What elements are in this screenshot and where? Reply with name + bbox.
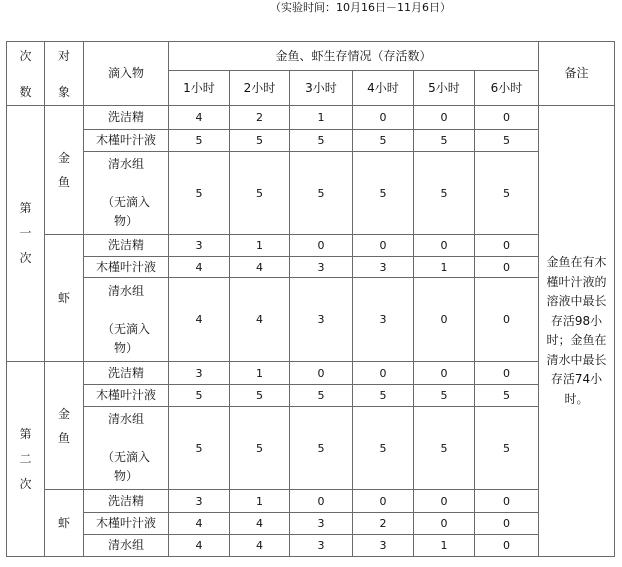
cell: 0	[414, 278, 475, 362]
cell: 5	[414, 385, 475, 407]
cell: 5	[414, 130, 475, 152]
cell: 0	[353, 235, 414, 257]
cell: 5	[169, 407, 230, 490]
substance-detergent: 洗洁精	[84, 235, 169, 257]
cell: 5	[290, 385, 353, 407]
header-survival-group: 金鱼、虾生存情况（存活数）	[169, 42, 539, 71]
header-order: 次 数	[7, 42, 45, 106]
cell: 5	[169, 152, 230, 235]
cell: 0	[414, 106, 475, 130]
cell: 0	[414, 513, 475, 535]
round-2-label: 第 二 次	[7, 362, 45, 557]
cell: 1	[290, 106, 353, 130]
substance-water-short: 清水组	[84, 535, 169, 557]
header-hour-3: 3小时	[290, 71, 353, 106]
substance-hibiscus: 木槿叶汁液	[84, 130, 169, 152]
cell: 0	[414, 235, 475, 257]
cell: 0	[475, 257, 539, 278]
cell: 0	[290, 235, 353, 257]
round-1-label: 第 一 次	[7, 106, 45, 362]
cell: 0	[475, 513, 539, 535]
cell: 5	[475, 407, 539, 490]
cell: 3	[290, 513, 353, 535]
cell: 1	[230, 490, 290, 513]
subject-goldfish-r1: 金 鱼	[45, 106, 84, 235]
cell: 0	[414, 362, 475, 385]
substance-water: 清水组 （无滴入 物）	[84, 407, 169, 490]
cell: 4	[169, 106, 230, 130]
cell: 5	[414, 407, 475, 490]
cell: 5	[353, 152, 414, 235]
cell: 5	[353, 385, 414, 407]
cell: 2	[353, 513, 414, 535]
cell: 3	[290, 257, 353, 278]
cell: 0	[475, 235, 539, 257]
header-remark: 备注	[539, 42, 615, 106]
substance-hibiscus: 木槿叶汁液	[84, 385, 169, 407]
cell: 3	[290, 278, 353, 362]
header-hour-6: 6小时	[475, 71, 539, 106]
cell: 5	[414, 152, 475, 235]
cell: 1	[414, 257, 475, 278]
cell: 0	[475, 278, 539, 362]
subject-shrimp-r1: 虾	[45, 235, 84, 362]
substance-hibiscus: 木槿叶汁液	[84, 513, 169, 535]
cell: 0	[414, 490, 475, 513]
cell: 3	[169, 490, 230, 513]
cell: 5	[230, 385, 290, 407]
subject-goldfish-r2: 金 鱼	[45, 362, 84, 490]
cell: 3	[290, 535, 353, 557]
substance-water: 清水组 （无滴入 物）	[84, 152, 169, 235]
cell: 4	[169, 278, 230, 362]
header-hour-1: 1小时	[169, 71, 230, 106]
substance-detergent: 洗洁精	[84, 490, 169, 513]
cell: 3	[353, 535, 414, 557]
substance-water: 清水组 （无滴入 物）	[84, 278, 169, 362]
cell: 0	[353, 362, 414, 385]
cell: 3	[353, 278, 414, 362]
cell: 4	[230, 257, 290, 278]
header-substance: 滴入物	[84, 42, 169, 106]
substance-hibiscus: 木槿叶汁液	[84, 257, 169, 278]
cell: 4	[230, 278, 290, 362]
cell: 4	[230, 513, 290, 535]
header-hour-5: 5小时	[414, 71, 475, 106]
cell: 4	[169, 535, 230, 557]
remark-note: 金鱼在有木 槿叶汁液的 溶液中最长 存活98小 时；金鱼在 清水中最长 存活74小 时。	[539, 106, 615, 557]
cell: 0	[353, 106, 414, 130]
cell: 3	[169, 235, 230, 257]
cell: 5	[169, 385, 230, 407]
cell: 0	[475, 106, 539, 130]
cell: 5	[230, 152, 290, 235]
cell: 5	[353, 407, 414, 490]
cell: 5	[475, 130, 539, 152]
cell: 5	[290, 152, 353, 235]
cell: 4	[169, 257, 230, 278]
cell: 3	[353, 257, 414, 278]
cell: 0	[353, 490, 414, 513]
cell: 1	[230, 362, 290, 385]
substance-detergent: 洗洁精	[84, 362, 169, 385]
subject-shrimp-r2: 虾	[45, 490, 84, 557]
header-hour-4: 4小时	[353, 71, 414, 106]
cell: 0	[290, 490, 353, 513]
experiment-time-caption: （实验时间：10月16日－11月6日）	[270, 1, 451, 14]
cell: 1	[230, 235, 290, 257]
cell: 5	[230, 407, 290, 490]
cell: 0	[290, 362, 353, 385]
cell: 5	[353, 130, 414, 152]
header-object: 对 象	[45, 42, 84, 106]
cell: 1	[414, 535, 475, 557]
cell: 4	[169, 513, 230, 535]
header-hour-2: 2小时	[230, 71, 290, 106]
survival-table	[6, 41, 615, 557]
cell: 4	[230, 535, 290, 557]
cell: 5	[169, 130, 230, 152]
cell: 5	[290, 407, 353, 490]
cell: 0	[475, 490, 539, 513]
cell: 5	[475, 152, 539, 235]
cell: 5	[475, 385, 539, 407]
cell: 0	[475, 535, 539, 557]
substance-detergent: 洗洁精	[84, 106, 169, 130]
cell: 5	[230, 130, 290, 152]
cell: 0	[475, 362, 539, 385]
cell: 5	[290, 130, 353, 152]
cell: 3	[169, 362, 230, 385]
cell: 2	[230, 106, 290, 130]
